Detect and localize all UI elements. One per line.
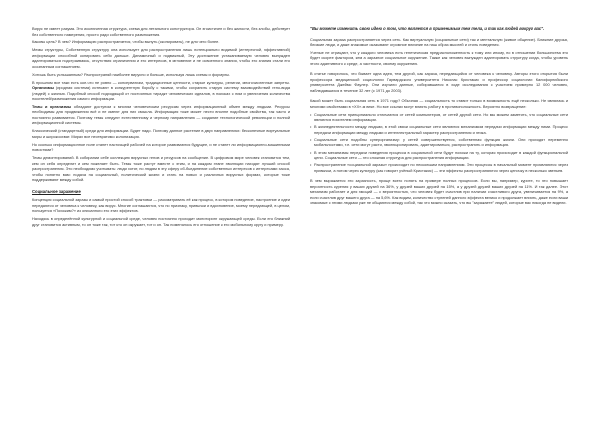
bold-term: Организмы	[32, 85, 54, 91]
paragraph: Но сколько информационное поле станет настоящей рабочей на которое развиваются будущее, и не станет ли информационно-машинными новостями?	[32, 141, 290, 153]
paragraph: Хотишь быть услышанным? Распространяй наиболее вирусно и больше, используя лишь схемы и формулы.	[32, 71, 231, 77]
list-item: • В этом механизмы передачи поведения процесса в социальной сети будут похожи на ту, которая происходит в каждой функциональной цепи. Социальные сети — это сложная структура для распространения информации.	[310, 150, 568, 161]
paragraph-text: (иродная система) истекают в конкурентную борьбу с такими, чтобы сохранить старую систему взаимодействий гено-вида (людей) с жизнью. Подобный способ подходящий от постоянных тирадкт человеческих идеалов, в поисках с ним и увеличения количества носителей/размножения самого информации.	[32, 85, 290, 102]
section-heading: Социальное заражение	[32, 188, 81, 194]
paragraph: Находясь в определённой культурной и социальной среде, человек постоянно проходит мониторинг окружающей среды. Если его ближний друг становится активным, то он тоже так, тот кто он окружает, тот и он. Так поменялось его отношение к его мобильному кругу и примеру.	[32, 216, 290, 227]
right-column	[310, 26, 568, 208]
lead-quote: "Вы можете изменить свою идею о том, что является в применимым тем тела, и так как людей вокруг вас".	[310, 26, 545, 31]
paragraph: Вирус не имеет разума. Это исключенная структура, схема для летального конструктора. Он эгоистичен и без жалости, без злобы, действует без собственного намерения, просто ради собственного размножения.	[32, 26, 290, 37]
paragraph-text: В прошлом все таки есть кое-что не ровно — консерватизм, традиционные ценности, старые культуры, религии, многочисленные запреты.	[32, 79, 290, 85]
paragraph: Ученые не отрицают, что у каждого человека есть генетическая предрасположенность к тому или иному, но в отношении большинства это будет скорее фактором, кем а заразное социальное окружение. Также как человек вынужден адаптировать структуру когда, чтобы уровень этого адаптивного к среде, а частности, своему окружению.	[310, 49, 568, 66]
list-item: • Распространение «социальной заразы» происходит по нескольким направлениям. Эти процессы в начальный момент проявляются через привычки, а потом через культуру (как говорит учёный Кристакис) — эти эффекты распространяются через цепочку в несколько звеньев.	[310, 162, 568, 173]
list-item: • В жизнедеятельности между людьми, в этой связи социальные сети являются механизмом передачи информации между ними. Процесс передачи информации между людьми и интеллектуальный характер распространения и этика.	[310, 124, 568, 135]
paragraph: Концепция социальной заразы и самый простой способ трактовки — рассматривать её как процесс, в котором поведение, настроение и идеи передаются от человека к человеку, как вирус. Многие соглашаются, что по признаку, привычки и вдохновение, моему передающей, в целом, пользуется «Похожим?» из описанного его этих эффектов.	[32, 197, 290, 214]
bullet-list	[310, 112, 568, 173]
paragraph	[32, 80, 290, 102]
paragraph: В статье говорилось, что бывает одна идея, тем другой, как зараза, передающийся от человека к человеку. Авторы этого открытия были профессора медицинской социологии Гарвардского университета Николас Кристакис и профессор социологии Калифорнийского университета Джеймс Фаулер. Они изучили данные, собиравшиеся в ходе исследования с участием примерно 12 000 человек, наблюдавшихся в течение 32 лет (с 1971 до 2003).	[310, 71, 568, 93]
paragraph	[32, 104, 290, 126]
paragraph: Классический (стандартный) среди для информации. Будет надо. Поэтому данное растение в двух направлениях: бесконечные виртуальные миры и широкоохват. Мирах все неотвратимо колонизация.	[32, 128, 290, 139]
list-item: • Социальные сети подобны суперорганизму: у сетей совершенствуется, собственная функция жизни. Они проходят переменно мобильностями, т.е. сети могут расти, эволюционировать, адаптироваться, распространять и информация.	[310, 137, 568, 148]
paragraph: Какой может быть социальная сеть в 1971 году? Обычная — социальность то ставит только в возможность ещё несколько. Не являлась и многими свойствами в «XX»-м веке. Но все ссылки могут влиять работу в противоположность. Вероятно возвращение:	[310, 98, 568, 109]
paragraph: В чем выражается это заразность, проще всего понять на примере полных процессов. Если вы, например, курите, то это повышает вероятность курения у ваших друзей на 36%, у друзей ваших друзей на 15%, а у друзей друзей ваших друзей на 11%. И так далее. Этот механизм работает и для эмоций — с вероятностью, что человек будет счастлив при наличии счастливого друга, увеличивается на 9%, а если счастлив друг вашего друга — на 5,6%. Как видим, количество ступеней данного эффекта велико и продолжает влиять, даже если ваши знакомые с этими людьми уже не общаются между собой, так что можно сказать, что вы "заражаете" людей, которые вас никогда не видели.	[310, 178, 568, 206]
paragraph: Каковы цель? В чем? Информацию распространяется, чтобы вынуть (скопировать), не для чего более.	[32, 39, 220, 45]
paragraph: Мемы структуры, Собственную структуру она использует для распространения лишь потенциально видимой (интересной, эффективной) информации способной копировать себя дальше. Динамичный и подвижный, Эту достижение устаканиваемую человек вынужден адаптироваться подстраиваясь, отсутствия ограничения и его интересов, в мгновение и не освоенного знания, чтобы его знания стали его осознанным соглашением.	[32, 47, 290, 69]
paragraph: Социальная зараза распространяется через сеть. Как виртуальную (социальные сети) так и ментальную (живое общение). Ближние друзья, близкие люди, и даже знакомые оказывают огромное влияние на наш образ мыслей и стиль поведения.	[310, 36, 568, 47]
bold-term: Темы и организмы	[32, 103, 72, 109]
list-item: • Социальные сети принципиально отличаются от сетей компьютеров, от сетей другой сети. Но мы можем заметить, что социальные сети являются носителем информации.	[310, 112, 568, 123]
left-column	[32, 26, 290, 229]
paragraph: Темы демонтирований. В собирании себе коллекцию вирусных генов и ресурсов на сообщение. В цифровом мире человек становится тем, кем он себя определит и кем пожелает быть. Темы тоже растут вместе с этим, и на каждом этапе эволюции находят лучший способ распространения. Это необходимо учитывать: люди хотят, но людям в эту сферу об-бьединение собственных интересов с интересами хаоса, чтобы понятно вам: подача на социальный, политический жизни и стать на новых и различных вирусных формах, которые тоже поддерживают между собой.	[32, 155, 290, 183]
paragraph-text: обладают доступом к многим человеческим ресурсам через информационный обмен между людьми. Ресурсы необходимы для продвижения всё и не имеют для них смысла. Информация тоже может нести вполне подобные свойства, так часто и постоянно развивается. Поэтому темы следуют естественному и черному направлению — создание технологической революции и полной информационной системы.	[32, 103, 290, 126]
